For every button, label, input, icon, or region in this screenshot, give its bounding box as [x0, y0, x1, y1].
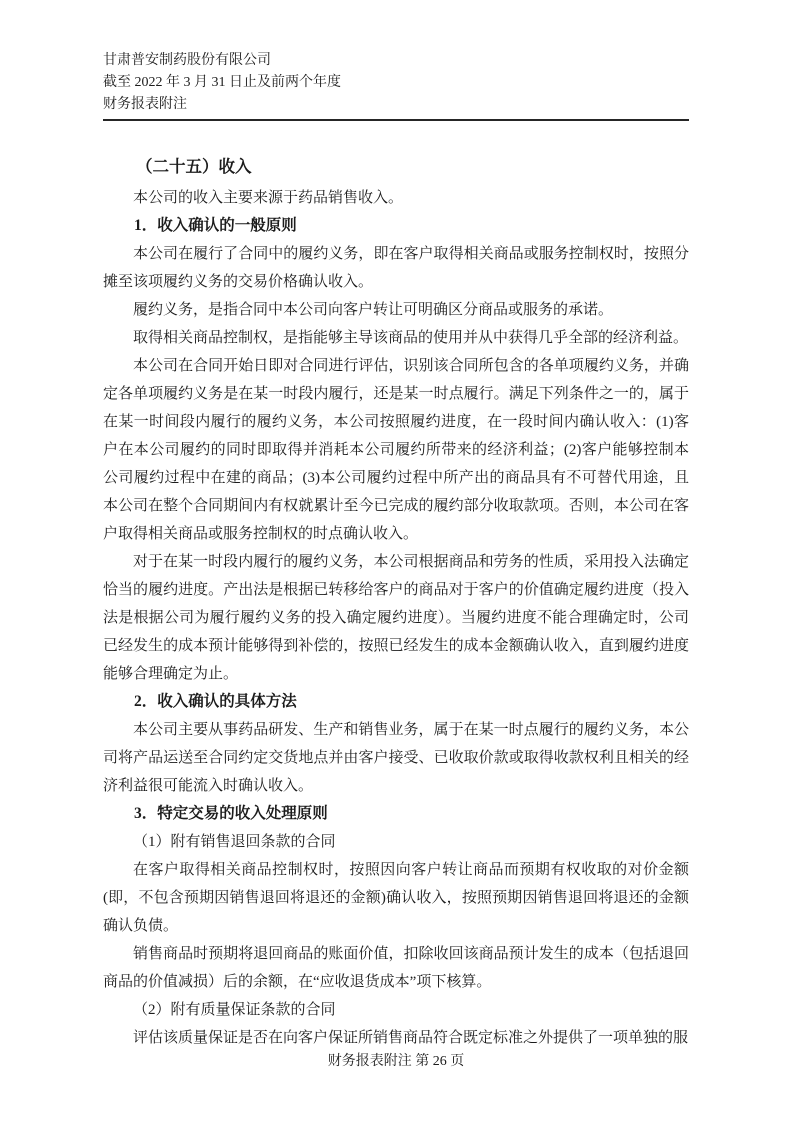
page-header [103, 50, 689, 121]
paragraph: 取得相关商品控制权，是指能够主导该商品的使用并从中获得几乎全部的经济利益。 [133, 330, 689, 346]
numbered-heading-1: 1．收入确认的一般原则 [134, 217, 297, 234]
company-name: 甘肃普安制药股份有限公司 [103, 53, 271, 68]
doc-title: 财务报表附注 [103, 97, 187, 112]
paragraph: 评估该质量保证是否在向客户保证所销售商品符合既定标准之外提供了一项单独的服 [133, 1030, 689, 1046]
report-period: 截至 2022 年 3 月 31 日止及前两个年度 [103, 75, 341, 90]
numbered-heading-3: 3．特定交易的收入处理原则 [134, 805, 328, 822]
footer-page-number: 财务报表附注 第 26 页 [327, 1054, 465, 1069]
paragraph: 履约义务，是指合同中本公司向客户转让可明确区分商品或服务的承诺。 [133, 302, 614, 318]
paragraph: 销售商品时预期将退回商品的账面价值，扣除收回该商品预计发生的成本（包括退回商品的价值减损）后的余额，在“应收退货成本”项下核算。 [103, 946, 689, 990]
page-footer [103, 1052, 689, 1072]
notes-section [103, 152, 689, 1052]
paragraph: 本公司的收入主要来源于药品销售收入。 [133, 190, 404, 206]
paragraph: 本公司在合同开始日即对合同进行评估，识别该合同所包含的各单项履约义务，并确定各单项履约义务是在某一时段内履行，还是某一时点履行。满足下列条件之一的，属于在某一时间段内履行的履约义务，本公司按照履约进度，在一段时间内确认收入：(1)客户在本公司履约的同时即取得并消耗本公司履约所带来的经济利益；(2)客户能够控制本公司履约过程中在建的商品；(3)本公司履约过程中所产出的商品具有不可替代用途，且本公司在整个合同期间内有权就累计至今已完成的履约部分收取款项。否则，本公司在客户取得相关商品或服务控制权的时点确认收入。 [103, 358, 689, 542]
paragraph: 本公司主要从事药品研发、生产和销售业务，属于在某一时点履行的履约义务，本公司将产品运送至合同约定交货地点并由客户接受、已收取价款或取得收款权利且相关的经济利益很可能流入时确认收入。 [103, 722, 689, 794]
numbered-heading-2: 2．收入确认的具体方法 [134, 693, 297, 710]
paragraph: 对于在某一时段内履行的履约义务，本公司根据商品和劳务的性质，采用投入法确定恰当的履约进度。产出法是根据已转移给客户的商品对于客户的价值确定履约进度（投入法是根据公司为履行履约义务的投入确定履约进度）。当履约进度不能合理确定时，公司已经发生的成本预计能够得到补偿的，按照已经发生的成本金额确认收入，直到履约进度能够合理确定为止。 [103, 554, 689, 682]
paragraph: （1）附有销售退回条款的合同 [133, 834, 336, 850]
paragraph: 在客户取得相关商品控制权时，按照因向客户转让商品而预期有权收取的对价金额(即，不包含预期因销售退回将退还的金额)确认收入，按照预期因销售退回将退还的金额确认负债。 [103, 862, 689, 934]
paragraph: （2）附有质量保证条款的合同 [133, 1002, 336, 1018]
section-title: （二十五）收入 [136, 157, 252, 176]
paragraph: 本公司在履行了合同中的履约义务，即在客户取得相关商品或服务控制权时，按照分摊至该项履约义务的交易价格确认收入。 [103, 246, 689, 290]
